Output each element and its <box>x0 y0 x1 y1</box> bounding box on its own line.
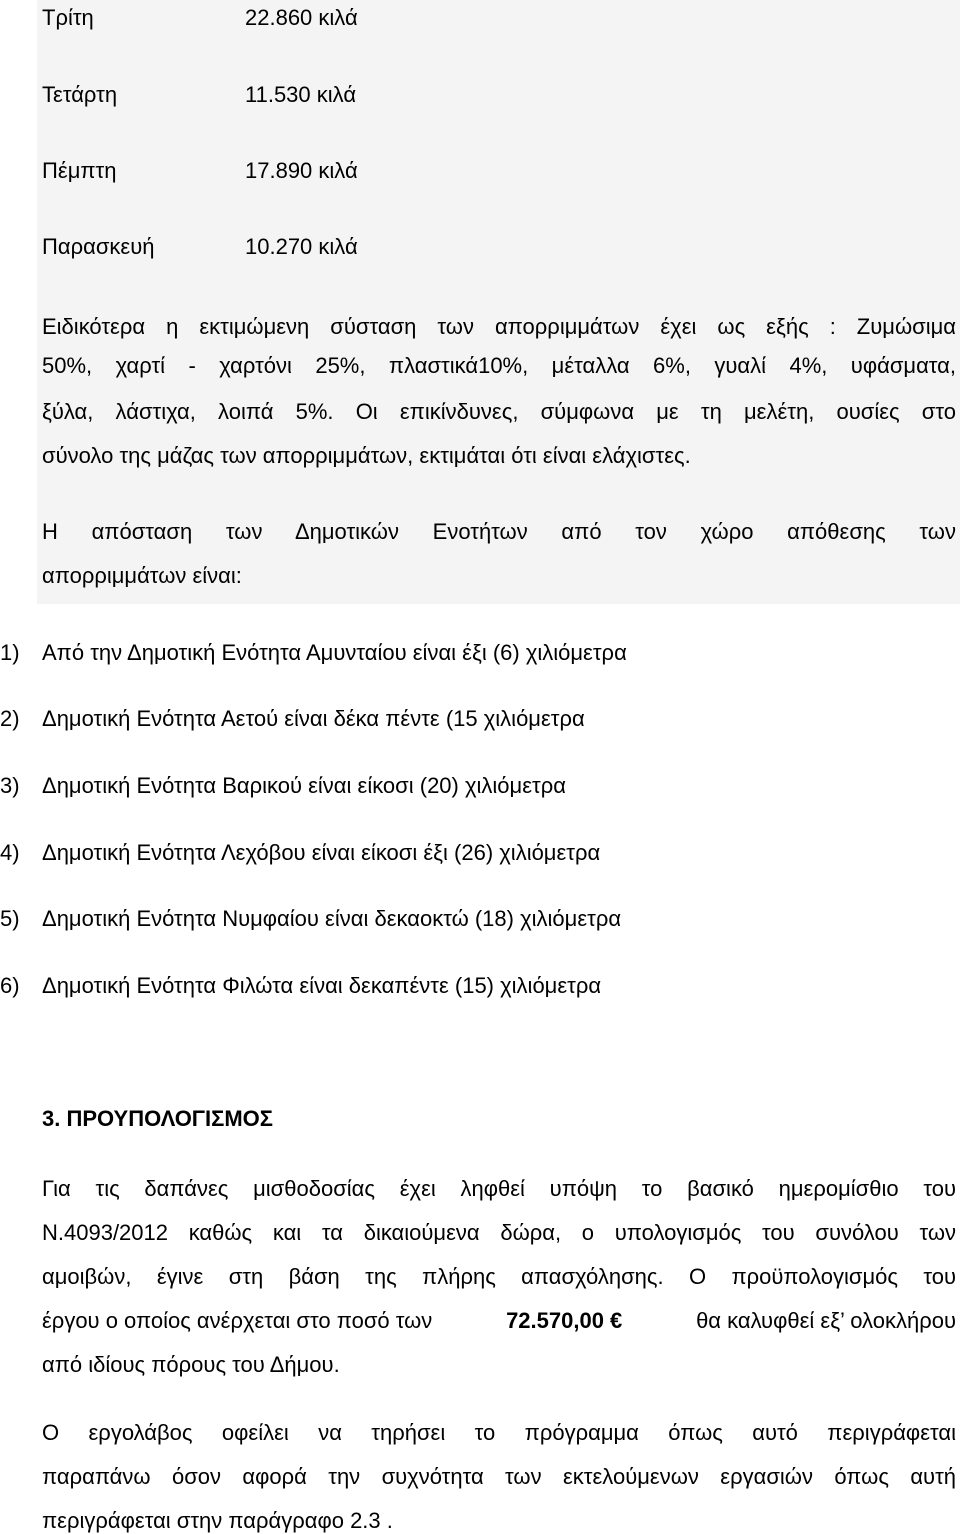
contractor-line: περιγράφεται στην παράγραφο 2.3 . <box>42 1508 393 1533</box>
budget-line <box>42 1308 956 1334</box>
item-text: Δημοτική Ενότητα Φιλώτα είναι δεκαπέντε (15) χιλιόμετρα <box>42 973 602 998</box>
item-number: 5) <box>0 906 20 931</box>
contractor-line: παραπάνω όσον αφορά την συχνότητα των εκτελούμενων εργασιών όπως αυτή <box>42 1464 956 1489</box>
day-label: Τρίτη <box>42 5 94 30</box>
distance-item <box>0 773 566 799</box>
distance-intro-line: Η απόσταση των Δημοτικών Ενοτήτων από τον χώρο απόθεσης των <box>42 519 956 544</box>
contractor-line: Ο εργολάβος οφείλει να τηρήσει το πρόγραμμα όπως αυτό περιγράφεται <box>42 1420 956 1445</box>
composition-line: 50%, χαρτί - χαρτόνι 25%, πλαστικά10%, μέταλλα 6%, γυαλί 4%, υφάσματα, <box>42 353 956 378</box>
distance-item <box>0 640 627 666</box>
composition-line: σύνολο της μάζας των απορριμμάτων, εκτιμάται ότι είναι ελάχιστες. <box>42 443 691 468</box>
budget-line: Ν.4093/2012 καθώς και τα δικαιούμενα δώρα, ο υπολογισμός του συνόλου των <box>42 1220 956 1245</box>
composition-line: ξύλα, λάστιχα, λοιπά 5%. Οι επικίνδυνες, σύμφωνα με τη μελέτη, ουσίες στο <box>42 399 956 424</box>
distance-item <box>0 706 585 732</box>
day-label: Πέμπτη <box>42 158 117 183</box>
item-text: Δημοτική Ενότητα Βαρικού είναι είκοσι (20) χιλιόμετρα <box>42 773 566 798</box>
item-number: 2) <box>0 706 20 731</box>
weight-value: 17.890 κιλά <box>245 158 358 183</box>
budget-text: έργου ο οποίος ανέρχεται στο ποσό των <box>42 1308 433 1333</box>
item-number: 1) <box>0 640 20 665</box>
item-number: 3) <box>0 773 20 798</box>
weight-value: 22.860 κιλά <box>245 5 358 30</box>
composition-line: Ειδικότερα η εκτιμώμενη σύσταση των απορριμμάτων έχει ως εξής : Ζυμώσιμα <box>42 314 956 339</box>
item-text: Από την Δημοτική Ενότητα Αμυνταίου είναι έξι (6) χιλιόμετρα <box>42 640 627 665</box>
day-label: Παρασκευή <box>42 234 155 259</box>
item-text: Δημοτική Ενότητα Νυμφαίου είναι δεκαοκτώ (18) χιλιόμετρα <box>42 906 622 931</box>
budget-line: από ιδίους πόρους του Δήμου. <box>42 1352 340 1377</box>
distance-item <box>0 973 601 999</box>
budget-amount: 72.570,00 € <box>506 1308 623 1333</box>
item-number: 6) <box>0 973 20 998</box>
day-label: Τετάρτη <box>42 82 118 107</box>
budget-line: Για τις δαπάνες μισθοδοσίας έχει ληφθεί υπόψη το βασικό ημερομίσθιο του <box>42 1176 956 1201</box>
item-text: Δημοτική Ενότητα Λεχόβου είναι είκοσι έξι (26) χιλιόμετρα <box>42 840 601 865</box>
shaded-section <box>37 0 960 604</box>
budget-text: θα καλυφθεί εξ’ ολοκλήρου <box>696 1308 956 1333</box>
item-text: Δημοτική Ενότητα Αετού είναι δέκα πέντε (15 χιλιόμετρα <box>42 706 585 731</box>
distance-intro-line: απορριμμάτων είναι: <box>42 563 242 588</box>
distance-item <box>0 906 621 932</box>
item-number: 4) <box>0 840 20 865</box>
weight-value: 11.530 κιλά <box>245 82 357 107</box>
distance-item <box>0 840 600 866</box>
weight-value: 10.270 κιλά <box>245 234 358 259</box>
budget-line: αμοιβών, έγινε στη βάση της πλήρης απασχόλησης. Ο προϋπολογισμός του <box>42 1264 956 1289</box>
section-heading: 3. ΠΡΟΥΠΟΛΟΓΙΣΜΟΣ <box>42 1106 273 1131</box>
